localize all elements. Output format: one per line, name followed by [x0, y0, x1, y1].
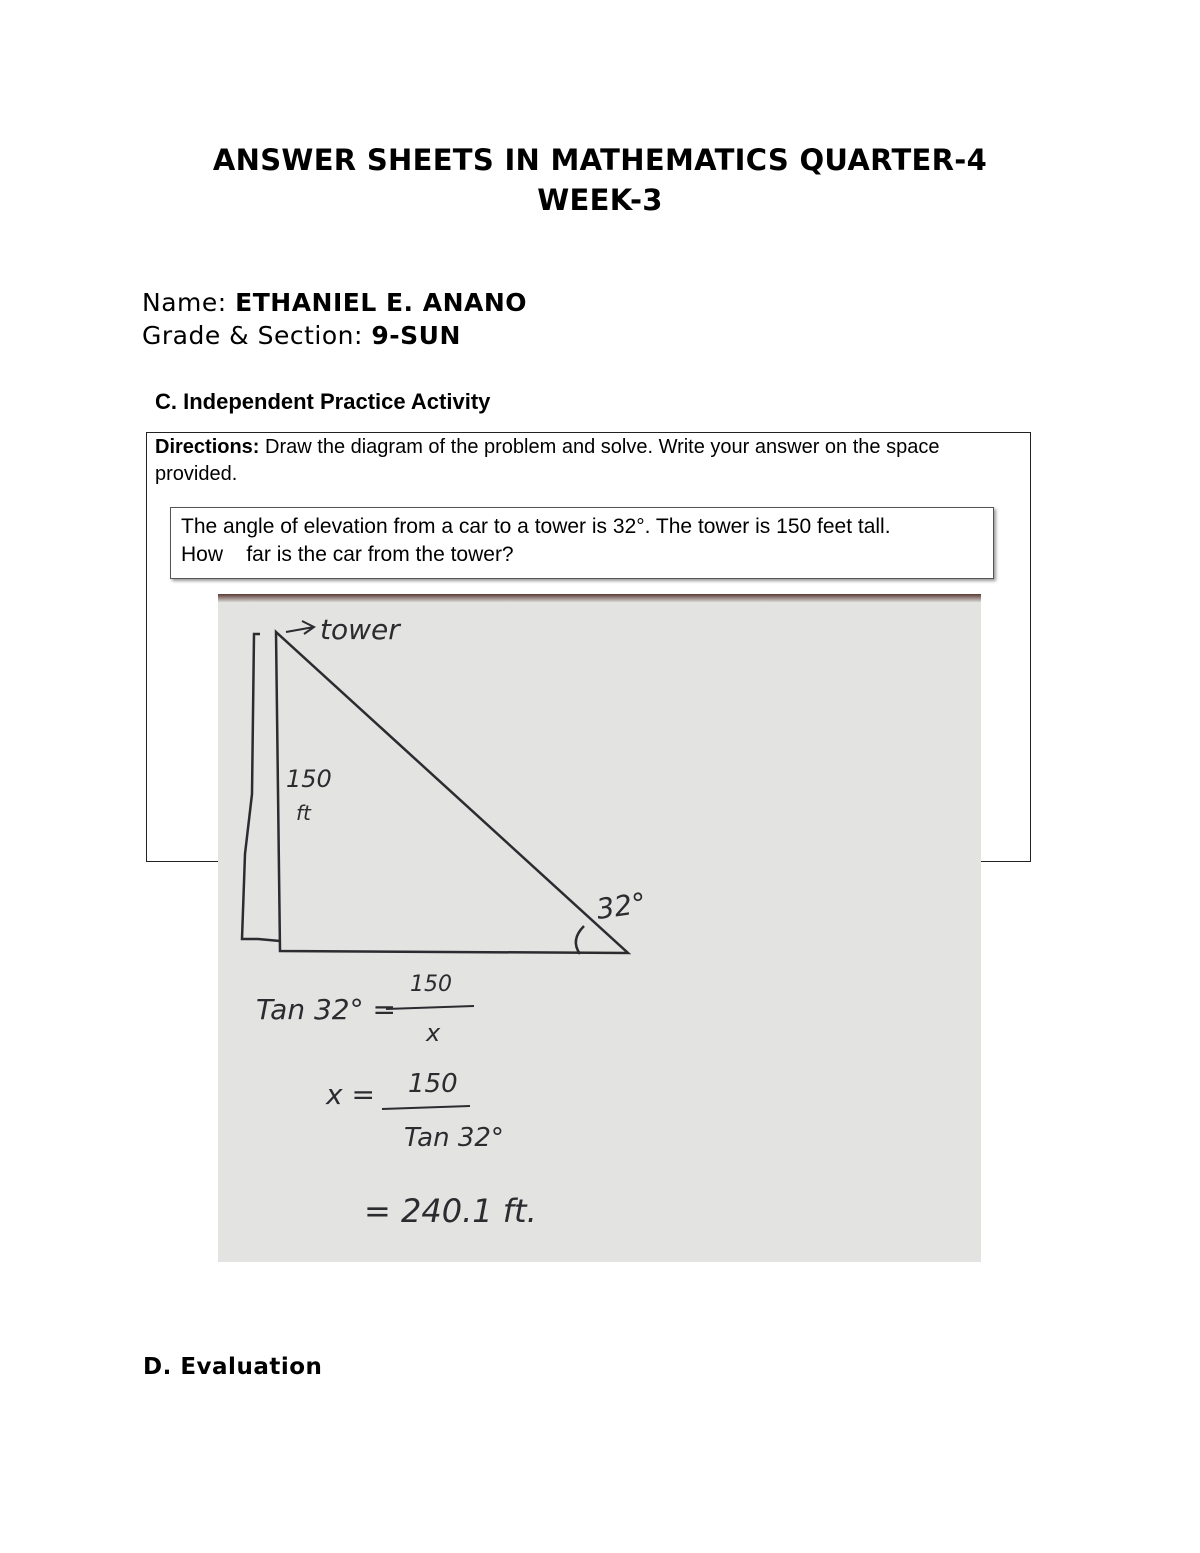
- name-value: ETHANIEL E. ANANO: [235, 288, 528, 317]
- problem-line-1: The angle of elevation from a car to a tower is 32°. The tower is 150 feet tall.: [181, 515, 891, 538]
- directions-text: [155, 434, 1025, 488]
- directions-label: Directions:: [155, 436, 260, 458]
- grade-label: Grade & Section:: [142, 321, 363, 350]
- eq1-fraction-bar: [386, 1006, 474, 1009]
- name-label: Name:: [142, 288, 227, 317]
- eq1-left: Tan 32° =: [256, 993, 396, 1026]
- title-line-1: ANSWER SHEETS IN MATHEMATICS QUARTER-4: [212, 143, 988, 177]
- directions-body: Draw the diagram of the problem and solve. Write your answer on the space provided.: [155, 436, 940, 485]
- page-title: [0, 140, 1200, 220]
- eq1-denominator: x: [426, 1019, 441, 1047]
- solution-drawing: [218, 594, 981, 1262]
- angle-label: 32°: [594, 886, 649, 926]
- eq2-fraction-bar: [382, 1106, 470, 1109]
- height-unit: ft: [296, 801, 311, 825]
- height-value: 150: [286, 765, 332, 793]
- angle-arc: [576, 926, 584, 954]
- section-c-heading: C. Independent Practice Activity: [155, 389, 491, 414]
- tower-arrow: [286, 621, 314, 634]
- eq2-denominator: Tan 32°: [404, 1123, 504, 1153]
- title-line-2: WEEK-3: [537, 183, 663, 217]
- problem-box: [170, 507, 994, 579]
- grade-value: 9-SUN: [371, 321, 461, 350]
- handwritten-solution-photo: [218, 594, 981, 1262]
- eq2-left: x =: [326, 1078, 375, 1111]
- eq2-numerator: 150: [408, 1069, 458, 1099]
- final-answer: = 240.1 ft.: [364, 1192, 537, 1230]
- height-bracket: [242, 634, 280, 941]
- student-name-row: [142, 287, 527, 319]
- tower-label: tower: [320, 613, 400, 646]
- grade-section-row: [142, 320, 461, 352]
- eq1-numerator: 150: [410, 972, 452, 997]
- section-d-heading: D. Evaluation: [143, 1354, 323, 1380]
- problem-line-2: How far is the car from the tower?: [181, 543, 514, 566]
